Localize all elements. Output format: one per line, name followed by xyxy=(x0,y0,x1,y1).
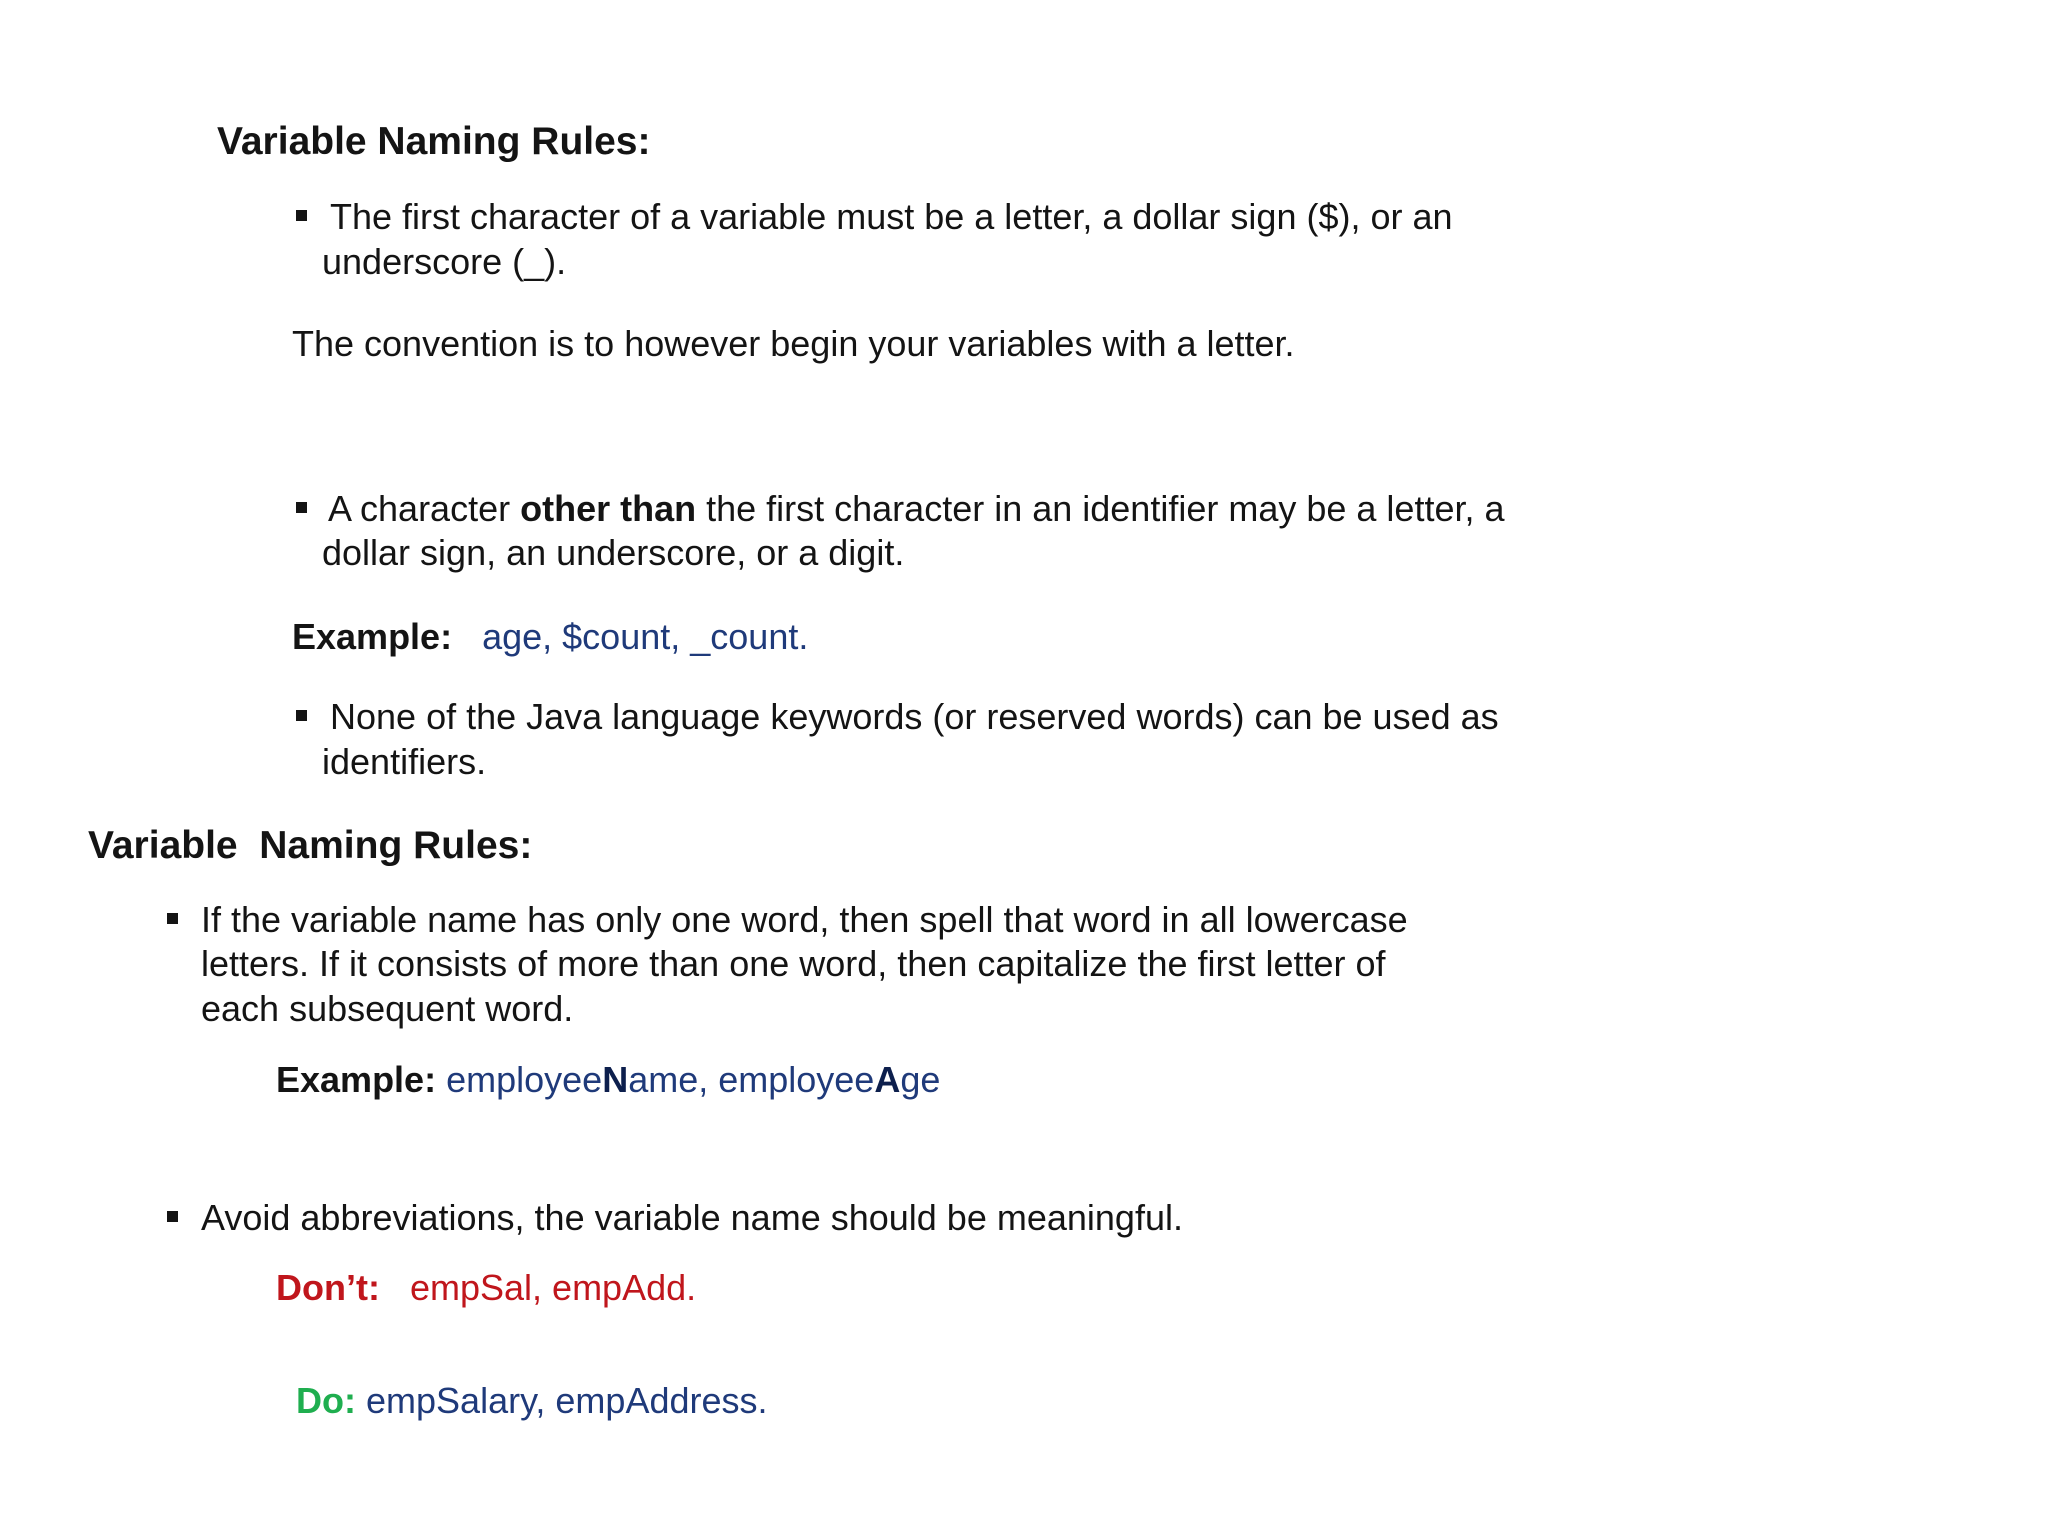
bullet-marker xyxy=(296,210,307,221)
section1-bullet2-line2: dollar sign, an underscore, or a digit. xyxy=(322,532,905,573)
section1-bullet3-line1: None of the Java language keywords (or reserved words) can be used as xyxy=(330,696,1499,737)
do-label: Do: xyxy=(296,1380,356,1421)
bullet2-prefix: A character xyxy=(328,488,521,529)
dont-example xyxy=(276,1266,696,1310)
example-part1-rest: ame, employee xyxy=(628,1059,875,1100)
bullet2-emphasis: other than xyxy=(520,488,697,529)
do-value: empSalary, empAddress. xyxy=(356,1380,768,1421)
dont-value: empSal, empAdd. xyxy=(409,1267,697,1308)
section2-bullet1-line1: If the variable name has only one word, then spell that word in all lowercase xyxy=(201,899,1408,940)
section1-bullet2-line1 xyxy=(328,487,1505,531)
example-value: age, $count, _count. xyxy=(482,616,809,657)
bullet-marker xyxy=(296,710,307,721)
example-cap-a: A xyxy=(874,1059,901,1100)
section2-title: Variable Naming Rules: xyxy=(88,824,533,867)
bullet-marker xyxy=(296,502,307,513)
section1-bullet1-line1: The first character of a variable must be a letter, a dollar sign ($), or an xyxy=(330,196,1453,237)
bullet-marker xyxy=(167,913,178,924)
section1-example xyxy=(292,615,808,659)
section2-example xyxy=(276,1058,940,1102)
section1-bullet3-line2: identifiers. xyxy=(322,741,487,782)
example-label: Example: xyxy=(292,616,453,657)
dont-label: Don’t: xyxy=(276,1267,380,1308)
section1-title: Variable Naming Rules: xyxy=(217,120,651,163)
do-example xyxy=(276,1335,768,1423)
section2-bullet1-line3: each subsequent word. xyxy=(201,988,574,1029)
convention-note: The convention is to however begin your variables with a letter. xyxy=(292,323,1295,364)
example-part1: employee xyxy=(446,1059,603,1100)
section1-bullet1-line2: underscore (_). xyxy=(322,241,567,282)
bullet-marker xyxy=(167,1211,178,1222)
section2-bullet1-line2: letters. If it consists of more than one word, then capitalize the first letter of xyxy=(201,943,1386,984)
example-part2-rest: ge xyxy=(900,1059,941,1100)
example-label: Example: xyxy=(276,1059,437,1100)
example-cap-n: N xyxy=(602,1059,629,1100)
section2-bullet2-line1: Avoid abbreviations, the variable name should be meaningful. xyxy=(201,1197,1183,1238)
bullet2-suffix: the first character in an identifier may be a letter, a xyxy=(696,488,1505,529)
